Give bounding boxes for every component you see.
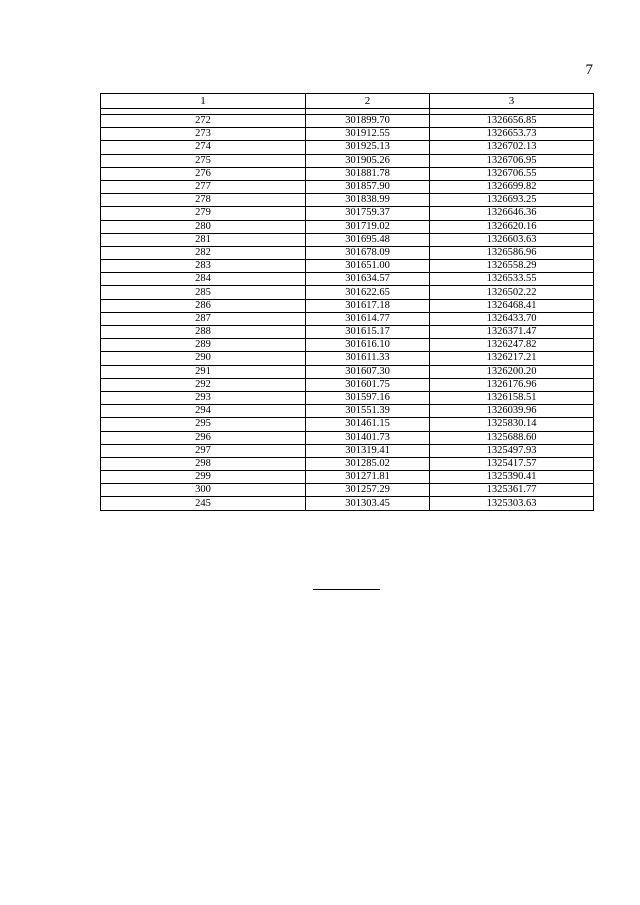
x-coordinate-cell: 301551.39 <box>306 405 430 418</box>
table-row <box>101 352 594 365</box>
x-coordinate-cell: 301611.33 <box>306 352 430 365</box>
table-row <box>101 405 594 418</box>
y-coordinate-cell: 1326558.29 <box>430 260 594 273</box>
y-coordinate-cell: 1326217.21 <box>430 352 594 365</box>
y-coordinate-cell: 1326200.20 <box>430 365 594 378</box>
table-row <box>101 194 594 207</box>
y-coordinate-cell: 1325497.93 <box>430 444 594 457</box>
y-coordinate-cell: 1326706.95 <box>430 154 594 167</box>
point-number-cell: 272 <box>101 115 306 128</box>
table-row <box>101 418 594 431</box>
table-row <box>101 444 594 457</box>
x-coordinate-cell: 301857.90 <box>306 180 430 193</box>
point-number-cell: 289 <box>101 339 306 352</box>
y-coordinate-cell: 1325417.57 <box>430 457 594 470</box>
point-number-cell: 278 <box>101 194 306 207</box>
x-coordinate-cell: 301617.18 <box>306 299 430 312</box>
table-row <box>101 141 594 154</box>
point-number-cell: 279 <box>101 207 306 220</box>
table-row <box>101 207 594 220</box>
y-coordinate-cell: 1326533.55 <box>430 273 594 286</box>
y-coordinate-cell: 1326653.73 <box>430 128 594 141</box>
x-coordinate-cell: 301905.26 <box>306 154 430 167</box>
table-row <box>101 233 594 246</box>
table-row <box>101 391 594 404</box>
table-header-row <box>101 94 594 109</box>
x-coordinate-cell: 301616.10 <box>306 339 430 352</box>
y-coordinate-cell: 1325303.63 <box>430 497 594 510</box>
point-number-cell: 297 <box>101 444 306 457</box>
table-row <box>101 497 594 510</box>
point-number-cell: 288 <box>101 326 306 339</box>
x-coordinate-cell: 301257.29 <box>306 484 430 497</box>
point-number-cell: 292 <box>101 378 306 391</box>
table-row <box>101 115 594 128</box>
end-of-document-line <box>313 589 380 590</box>
y-coordinate-cell: 1325390.41 <box>430 471 594 484</box>
x-coordinate-cell: 301651.00 <box>306 260 430 273</box>
y-coordinate-cell: 1326656.85 <box>430 115 594 128</box>
table-row <box>101 260 594 273</box>
y-coordinate-cell: 1326039.96 <box>430 405 594 418</box>
table-row <box>101 273 594 286</box>
coordinates-table <box>100 93 594 511</box>
x-coordinate-cell: 301759.37 <box>306 207 430 220</box>
table-body <box>101 109 594 511</box>
point-number-cell: 298 <box>101 457 306 470</box>
x-coordinate-cell: 301614.77 <box>306 312 430 325</box>
table-row <box>101 220 594 233</box>
point-number-cell: 293 <box>101 391 306 404</box>
x-coordinate-cell: 301634.57 <box>306 273 430 286</box>
point-number-cell: 276 <box>101 167 306 180</box>
table-row <box>101 471 594 484</box>
table-row <box>101 326 594 339</box>
y-coordinate-cell: 1326176.96 <box>430 378 594 391</box>
x-coordinate-cell: 301719.02 <box>306 220 430 233</box>
x-coordinate-cell: 301615.17 <box>306 326 430 339</box>
y-coordinate-cell: 1326468.41 <box>430 299 594 312</box>
y-coordinate-cell: 1326693.25 <box>430 194 594 207</box>
x-coordinate-cell: 301678.09 <box>306 246 430 259</box>
y-coordinate-cell: 1326603.63 <box>430 233 594 246</box>
point-number-cell: 273 <box>101 128 306 141</box>
y-coordinate-cell: 1325361.77 <box>430 484 594 497</box>
x-coordinate-cell: 301303.45 <box>306 497 430 510</box>
table-row <box>101 154 594 167</box>
point-number-cell: 280 <box>101 220 306 233</box>
table-row <box>101 286 594 299</box>
x-coordinate-cell: 301695.48 <box>306 233 430 246</box>
point-number-cell: 285 <box>101 286 306 299</box>
table-row <box>101 312 594 325</box>
column-header-1: 1 <box>101 94 306 109</box>
x-coordinate-cell: 301601.75 <box>306 378 430 391</box>
x-coordinate-cell: 301607.30 <box>306 365 430 378</box>
point-number-cell: 287 <box>101 312 306 325</box>
y-coordinate-cell: 1326371.47 <box>430 326 594 339</box>
y-coordinate-cell: 1325688.60 <box>430 431 594 444</box>
table-row <box>101 484 594 497</box>
point-number-cell: 245 <box>101 497 306 510</box>
point-number-cell: 281 <box>101 233 306 246</box>
y-coordinate-cell: 1326158.51 <box>430 391 594 404</box>
x-coordinate-cell: 301461.15 <box>306 418 430 431</box>
table-row <box>101 431 594 444</box>
x-coordinate-cell: 301838.99 <box>306 194 430 207</box>
point-number-cell: 290 <box>101 352 306 365</box>
y-coordinate-cell: 1326699.82 <box>430 180 594 193</box>
y-coordinate-cell: 1326433.70 <box>430 312 594 325</box>
point-number-cell: 299 <box>101 471 306 484</box>
table-row <box>101 180 594 193</box>
table-row <box>101 167 594 180</box>
table-row <box>101 299 594 312</box>
x-coordinate-cell: 301285.02 <box>306 457 430 470</box>
y-coordinate-cell: 1326247.82 <box>430 339 594 352</box>
point-number-cell: 283 <box>101 260 306 273</box>
x-coordinate-cell: 301271.81 <box>306 471 430 484</box>
point-number-cell: 300 <box>101 484 306 497</box>
x-coordinate-cell: 301319.41 <box>306 444 430 457</box>
point-number-cell: 274 <box>101 141 306 154</box>
x-coordinate-cell: 301597.16 <box>306 391 430 404</box>
table-row <box>101 378 594 391</box>
column-header-3: 3 <box>430 94 594 109</box>
x-coordinate-cell: 301401.73 <box>306 431 430 444</box>
x-coordinate-cell: 301899.70 <box>306 115 430 128</box>
y-coordinate-cell: 1325830.14 <box>430 418 594 431</box>
table-row <box>101 246 594 259</box>
y-coordinate-cell: 1326620.16 <box>430 220 594 233</box>
point-number-cell: 295 <box>101 418 306 431</box>
y-coordinate-cell: 1326586.96 <box>430 246 594 259</box>
point-number-cell: 294 <box>101 405 306 418</box>
x-coordinate-cell: 301912.55 <box>306 128 430 141</box>
y-coordinate-cell: 1326502.22 <box>430 286 594 299</box>
point-number-cell: 275 <box>101 154 306 167</box>
y-coordinate-cell: 1326702.13 <box>430 141 594 154</box>
x-coordinate-cell: 301622.65 <box>306 286 430 299</box>
point-number-cell: 296 <box>101 431 306 444</box>
table-row <box>101 128 594 141</box>
y-coordinate-cell: 1326646.36 <box>430 207 594 220</box>
x-coordinate-cell: 301925.13 <box>306 141 430 154</box>
point-number-cell: 277 <box>101 180 306 193</box>
table-row <box>101 339 594 352</box>
point-number-cell: 282 <box>101 246 306 259</box>
point-number-cell: 284 <box>101 273 306 286</box>
column-header-2: 2 <box>306 94 430 109</box>
table-row <box>101 457 594 470</box>
point-number-cell: 291 <box>101 365 306 378</box>
point-number-cell: 286 <box>101 299 306 312</box>
table-row <box>101 365 594 378</box>
y-coordinate-cell: 1326706.55 <box>430 167 594 180</box>
x-coordinate-cell: 301881.78 <box>306 167 430 180</box>
page-number: 7 <box>585 62 593 78</box>
